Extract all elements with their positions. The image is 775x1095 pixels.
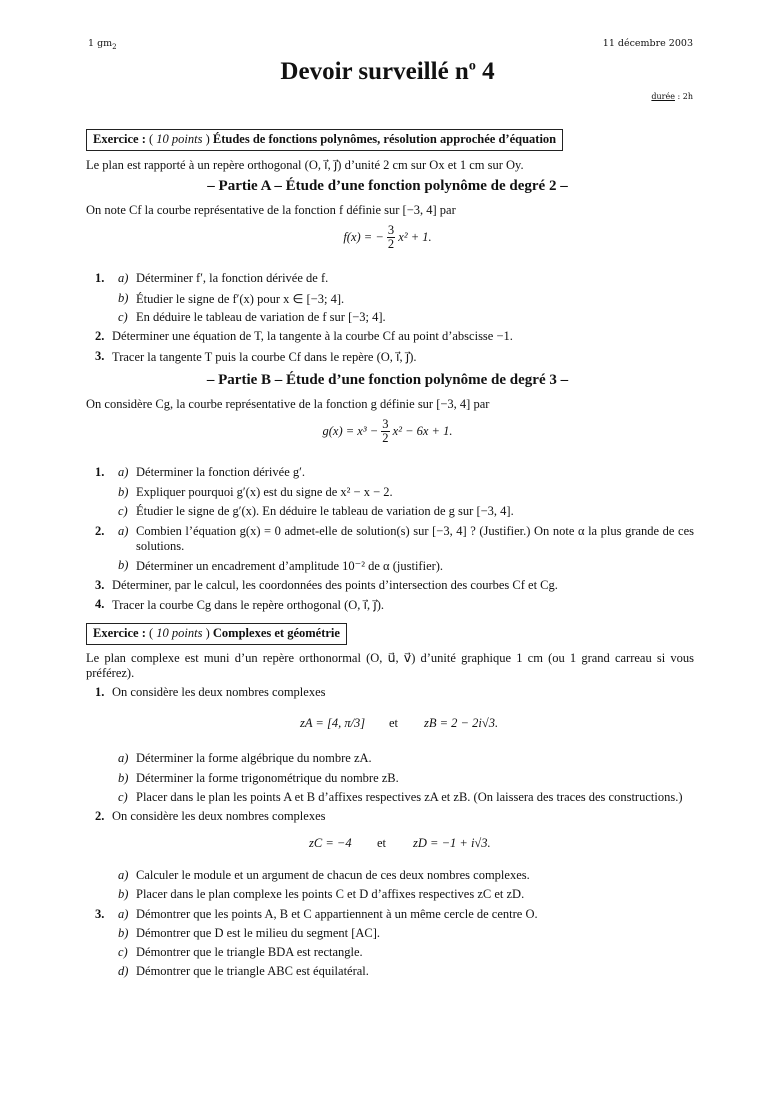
sub-label: c) [118, 945, 128, 959]
part-a-title: – Partie A – Étude d’une fonction polynôme de degré 2 – [207, 178, 568, 194]
sub-label: b) [118, 926, 129, 940]
question-text: Déterminer f′, la fonction dérivée de f. [136, 271, 329, 285]
sub-label: c) [118, 790, 128, 804]
question-text: Calculer le module et un argument de chacun de ces deux nombres complexes. [136, 868, 530, 882]
question-text: Déterminer la fonction dérivée g′. [136, 465, 305, 479]
sub-label: d) [118, 964, 129, 978]
sub-label: b) [118, 887, 129, 901]
question-number: 1. [95, 685, 105, 699]
formula-zc: zC = −4 [309, 836, 352, 850]
part-b-formula: g(x) = x³ − $\frac{3}{2}$ x² − 6x + 1. [322, 417, 453, 445]
question-text: Déterminer la forme trigonométrique du nombre zB. [136, 771, 399, 785]
part-b-title: – Partie B – Étude d’une fonction polynôme de degré 3 – [206, 372, 569, 388]
question-text: Placer dans le plan complexe les points C et D d’affixes respectives zC et zD. [136, 887, 525, 901]
question-text: On considère les deux nombres complexes [112, 685, 326, 699]
part-a-intro: On note Cf la courbe représentative de la fonction f définie sur [−3, 4] par [86, 203, 456, 217]
sub-label: a) [118, 868, 129, 882]
sub-label: c) [118, 310, 128, 324]
question-text: Démontrer que le triangle ABC est équilatéral. [136, 964, 369, 978]
sub-label: a) [118, 465, 129, 479]
formula-et: et [389, 716, 399, 730]
question-text: Combien l’équation g(x) = 0 admet-elle de solution(s) sur [−3, 4] ? (Justifier.) On note α la plus grande de ces solutions. [136, 524, 694, 553]
sub-label: a) [118, 271, 129, 285]
question-text: Démontrer que le triangle BDA est rectangle. [136, 945, 363, 959]
part-b-intro: On considère Cg, la courbe représentative de la fonction g définie sur [−3, 4] par [86, 397, 490, 411]
sub-label: b) [118, 485, 129, 499]
question-number: 3. [95, 578, 105, 592]
duration: durée : 2h [651, 92, 693, 101]
question-text: Étudier le signe de f′(x) pour x ∈ [−3; 4]. [136, 292, 345, 306]
question-text: Déterminer la forme algébrique du nombre zA. [136, 751, 372, 765]
question-text: Expliquer pourquoi g′(x) est du signe de x² − x − 2. [136, 485, 393, 499]
question-text: Étudier le signe de g′(x). En déduire le tableau de variation de g sur [−3, 4]. [136, 504, 514, 518]
exercise-1-header: Exercice : ( 10 points ) Études de fonctions polynômes, résolution approchée d’équation [86, 129, 563, 151]
formula-za: zA = [4, π/3] [300, 716, 366, 730]
question-text: Tracer la tangente T puis la courbe Cf dans le repère (O, ı⃗, ȷ⃗). [112, 350, 417, 364]
sub-label: a) [118, 524, 129, 538]
question-text: Déterminer un encadrement d’amplitude 10⁻² de α (justifier). [136, 559, 444, 573]
question-text: Tracer la courbe Cg dans le repère orthogonal (O, ı⃗, ȷ⃗). [112, 598, 385, 612]
sub-label: b) [118, 771, 129, 785]
question-text: On considère les deux nombres complexes [112, 809, 326, 823]
question-text: Placer dans le plan les points A et B d’affixes respectives zA et zB. (On laissera des traces des constructions.) [136, 790, 683, 804]
question-text: En déduire le tableau de variation de f sur [−3; 4]. [136, 310, 386, 324]
question-number: 3. [95, 907, 105, 921]
header-date: 11 décembre 2003 [602, 38, 693, 49]
question-number: 3. [95, 349, 105, 363]
exercise-2-intro: Le plan complexe est muni d’un repère orthonormal (O, u⃗, v⃗) d’unité graphique 1 cm (ou 1 grand carreau si vous préférez). [86, 651, 694, 680]
formula-zb: zB = 2 − 2i√3. [424, 716, 499, 730]
question-number: 4. [95, 597, 105, 611]
exercise-2-header: Exercice : ( 10 points ) Complexes et géométrie [86, 623, 347, 645]
question-number: 1. [95, 271, 105, 285]
formula-et: et [377, 836, 387, 850]
sub-label: b) [118, 291, 129, 305]
part-a-formula: f(x) = − $\frac{3}{2}$ x² + 1. [343, 223, 432, 251]
question-text: Déterminer une équation de T, la tangente à la courbe Cf au point d’abscisse −1. [112, 329, 513, 343]
header-class: 1 $gm_2$ [88, 38, 117, 51]
sub-label: b) [118, 558, 129, 572]
formula-zd: zD = −1 + i√3. [413, 836, 491, 850]
question-number: 1. [95, 465, 105, 479]
question-number: 2. [95, 329, 105, 343]
sub-label: a) [118, 907, 129, 921]
page-title: Devoir surveillé $n^o$ 4 [280, 58, 495, 85]
question-number: 2. [95, 809, 105, 823]
sub-label: a) [118, 751, 129, 765]
question-text: Déterminer, par le calcul, les coordonnées des points d’intersection des courbes Cf et Cg. [112, 578, 558, 592]
question-text: Démontrer que les points A, B et C appartiennent à un même cercle de centre O. [136, 907, 538, 921]
exercise-1-intro: Le plan est rapporté à un repère orthogonal (O, ı⃗, ȷ⃗) d’unité 2 cm sur Ox et 1 cm sur Oy. [86, 158, 524, 172]
question-number: 2. [95, 524, 105, 538]
question-text: Démontrer que D est le milieu du segment [AC]. [136, 926, 381, 940]
sub-label: c) [118, 504, 128, 518]
